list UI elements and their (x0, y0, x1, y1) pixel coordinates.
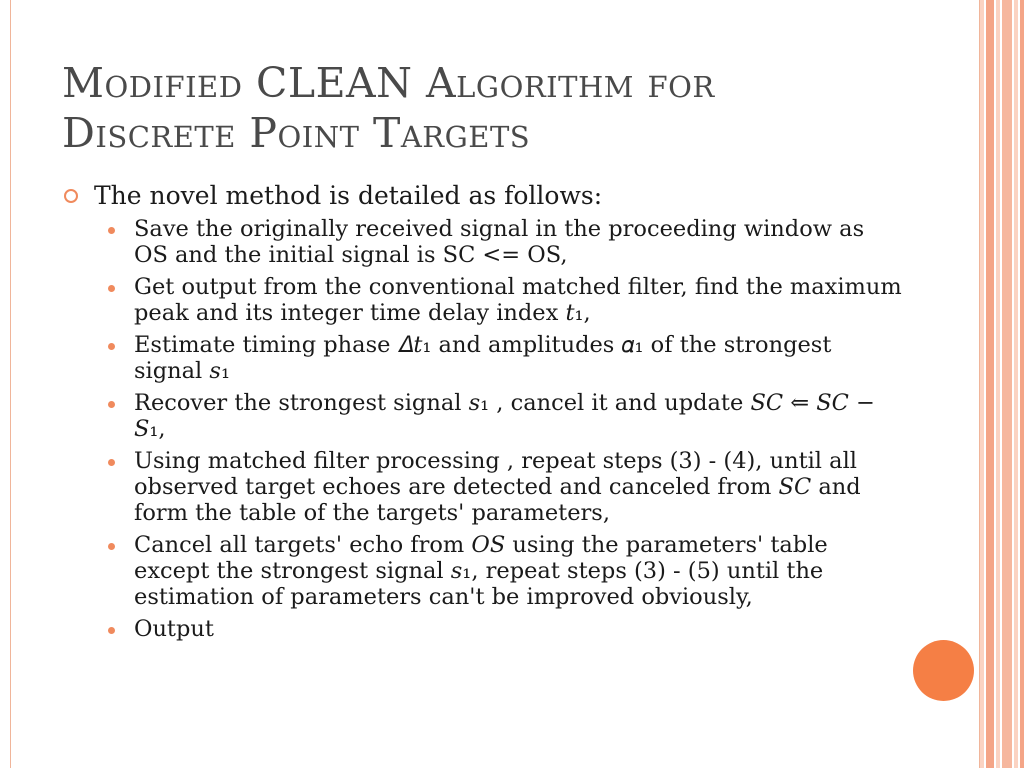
step-item-7 (106, 616, 904, 642)
dot-bullet-icon (108, 343, 115, 350)
step-item-2 (106, 274, 904, 326)
lead-bullet (64, 180, 904, 212)
step-text: Cancel all targets' echo from 𝑂𝑆 using the parameters' table except the strongest signal 𝑠₁, repeat steps (3) - (5) until the estimation of parameters can't be improved obviously, (134, 532, 828, 610)
step-text: Recover the strongest signal 𝑠₁ , cancel it and update 𝑆𝐶 ⇐ 𝑆𝐶 − 𝑆₁, (134, 390, 875, 442)
dot-bullet-icon (108, 227, 115, 234)
ring-bullet-icon (64, 189, 78, 203)
dot-bullet-icon (108, 627, 115, 634)
step-item-5 (106, 448, 904, 526)
dot-bullet-icon (108, 401, 115, 408)
step-text: Save the originally received signal in the proceeding window as OS and the initial signal is SC <= OS, (134, 216, 865, 268)
dot-bullet-icon (108, 285, 115, 292)
title-line-2: Discrete Point Targets (62, 109, 531, 157)
lead-text: The novel method is detailed as follows: (94, 181, 603, 210)
title-line-1: Modified CLEAN Algorithm for (62, 59, 715, 107)
step-item-1 (106, 216, 904, 268)
step-item-4 (106, 390, 904, 442)
step-text: Estimate timing phase 𝛥𝑡₁ and amplitudes 𝛼₁ of the strongest signal 𝑠₁ (134, 332, 832, 384)
step-item-3 (106, 332, 904, 384)
step-item-6 (106, 532, 904, 610)
decorative-circle (913, 640, 974, 701)
decorative-stripes (980, 0, 1024, 768)
slide-title (62, 58, 942, 158)
step-text: Using matched filter processing , repeat steps (3) - (4), until all observed target echoes are detected and canceled from 𝑆𝐶 and form the table of the targets' parameters, (134, 448, 861, 526)
dot-bullet-icon (108, 543, 115, 550)
slide-content (64, 180, 904, 648)
dot-bullet-icon (108, 459, 115, 466)
step-list (64, 216, 904, 642)
step-text: Get output from the conventional matched filter, find the maximum peak and its integer time delay index 𝑡₁, (134, 274, 902, 326)
step-text: Output (134, 616, 214, 642)
